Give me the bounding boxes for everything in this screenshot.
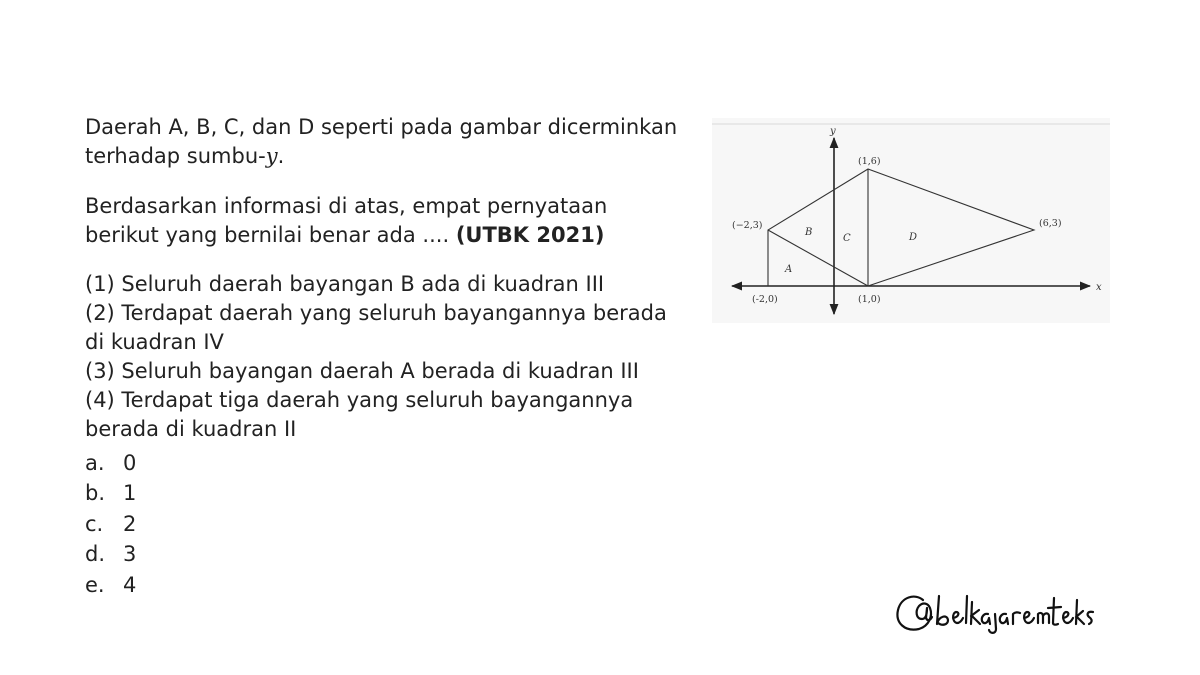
region-label-d: D bbox=[909, 232, 918, 243]
point-label-6-3: (6,3) bbox=[1039, 218, 1062, 229]
watermark-text: @belajaremtelsa bbox=[893, 637, 902, 638]
region-label-a: A bbox=[785, 264, 793, 275]
y-axis-label: y bbox=[830, 126, 836, 137]
statement-2: (2) Terdapat daerah yang seluruh bayangannya berada di kuadran IV bbox=[85, 301, 667, 354]
option-b[interactable]: b. 1 bbox=[85, 481, 137, 506]
x-axis-label: x bbox=[1096, 282, 1102, 293]
region-label-b: B bbox=[805, 227, 813, 238]
point-label-1-6: (1,6) bbox=[858, 156, 881, 167]
statement-1: (1) Seluruh daerah bayangan B ada di kuadran III bbox=[85, 272, 605, 296]
coordinate-figure bbox=[712, 118, 1110, 323]
question-intro: Daerah A, B, C, dan D seperti pada gambar dicerminkan terhadap sumbu-y. bbox=[85, 115, 678, 168]
at-sign-icon bbox=[897, 597, 932, 630]
point-label-neg2-3: (−2,3) bbox=[732, 220, 763, 231]
statement-list bbox=[85, 270, 685, 444]
watermark-signature bbox=[893, 588, 1098, 638]
point-label-neg2-0: (-2,0) bbox=[752, 294, 778, 305]
region-label-c: C bbox=[843, 233, 851, 244]
statement-4: (4) Terdapat tiga daerah yang seluruh bayangannya berada di kuadran II bbox=[85, 388, 634, 441]
option-e[interactable]: e. 4 bbox=[85, 572, 137, 597]
question-text bbox=[85, 113, 685, 601]
point-label-1-0: (1,0) bbox=[858, 294, 881, 305]
question-prompt: Berdasarkan informasi di atas, empat pernyataan berikut yang bernilai benar ada .... (UTBK 2021) bbox=[85, 194, 608, 247]
answer-options bbox=[85, 448, 685, 601]
variable-y: y bbox=[265, 144, 278, 168]
question-source: (UTBK 2021) bbox=[455, 223, 605, 247]
option-a[interactable]: a. 0 bbox=[85, 450, 137, 475]
option-d[interactable]: d. 3 bbox=[85, 542, 137, 567]
statement-3: (3) Seluruh bayangan daerah A berada di kuadran III bbox=[85, 359, 639, 383]
option-c[interactable]: c. 2 bbox=[85, 511, 137, 536]
